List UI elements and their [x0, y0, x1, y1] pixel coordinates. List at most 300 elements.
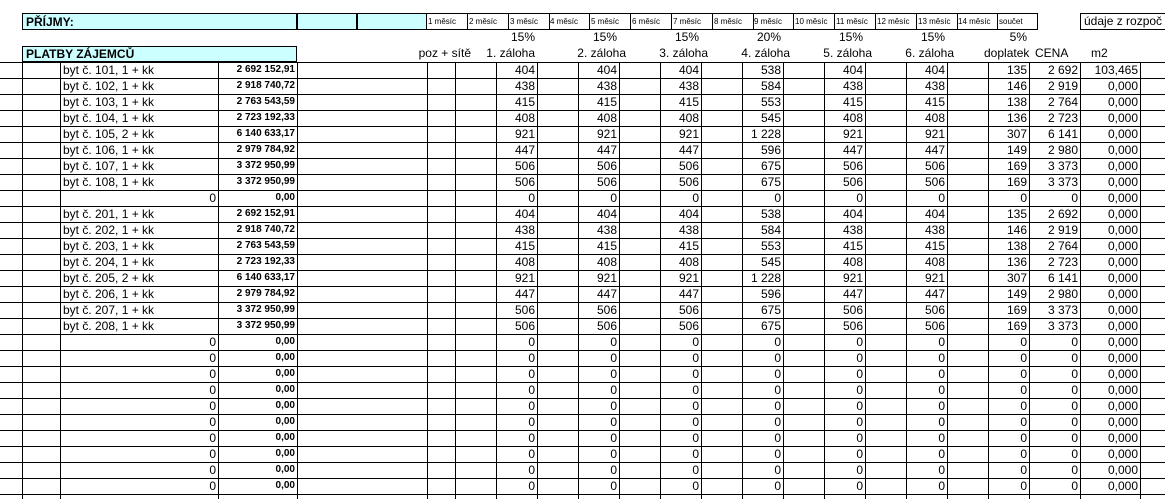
- cell-z6: 408: [924, 255, 945, 269]
- cell-dop: 136: [1006, 111, 1027, 125]
- cell-dop: 169: [1006, 159, 1027, 173]
- cell-z5: 0: [856, 383, 863, 397]
- cell-dop: 0: [1020, 351, 1027, 365]
- row-number: 0: [209, 367, 216, 381]
- cell-cena: 0: [1071, 415, 1078, 429]
- cell-z6: 447: [924, 287, 945, 301]
- cell-m2: 0,000: [1107, 463, 1138, 477]
- cell-z6: 0: [938, 463, 945, 477]
- cell-cena: 0: [1071, 479, 1078, 493]
- grid-vertical-line: [1080, 62, 1081, 499]
- cell-z3: 415: [678, 95, 699, 109]
- cell-z6: 0: [938, 335, 945, 349]
- cell-z5: 0: [856, 431, 863, 445]
- cell-z2: 0: [610, 447, 617, 461]
- grid-vertical-line: [455, 62, 456, 499]
- cell-z2: 415: [596, 95, 617, 109]
- cell-z2: 921: [596, 127, 617, 141]
- row-price: 6 140 633,17: [236, 128, 295, 139]
- cell-dop: 135: [1006, 207, 1027, 221]
- row-price: 3 372 950,99: [236, 320, 295, 331]
- percent-cell: 15%: [838, 30, 863, 44]
- cell-cena: 3 373: [1047, 175, 1078, 189]
- cell-m2: 0,000: [1107, 431, 1138, 445]
- cell-z2: 0: [610, 431, 617, 445]
- cell-dop: 138: [1006, 239, 1027, 253]
- cell-cena: 0: [1071, 431, 1078, 445]
- cell-z6: 921: [924, 271, 945, 285]
- payments-label: PLATBY ZÁJEMCŮ: [22, 46, 297, 62]
- cell-z5: 408: [842, 255, 863, 269]
- cell-z6: 404: [924, 207, 945, 221]
- row-price: 3 372 950,99: [236, 176, 295, 187]
- cell-z5: 404: [842, 63, 863, 77]
- cell-dop: 169: [1006, 303, 1027, 317]
- row-label: byt č. 201, 1 + kk: [63, 207, 155, 221]
- month-header: 12 měsíc: [876, 13, 917, 30]
- cell-z4: 675: [760, 159, 781, 173]
- cell-z3: 921: [678, 271, 699, 285]
- row-number: 0: [209, 447, 216, 461]
- cell-cena: 3 373: [1047, 159, 1078, 173]
- cell-z1: 0: [528, 399, 535, 413]
- cell-z5: 438: [842, 79, 863, 93]
- row-price: 2 763 543,59: [236, 96, 295, 107]
- cell-dop: 0: [1020, 479, 1027, 493]
- cell-z3: 415: [678, 239, 699, 253]
- cell-z2: 921: [596, 271, 617, 285]
- percent-cell: 15%: [592, 30, 617, 44]
- cell-z4: 0: [774, 399, 781, 413]
- cell-dop: 146: [1006, 223, 1027, 237]
- cell-z1: 0: [528, 191, 535, 205]
- grid-vertical-line: [22, 46, 23, 499]
- cell-z6: 506: [924, 159, 945, 173]
- cell-z2: 408: [596, 111, 617, 125]
- row-price: 0,00: [275, 368, 295, 379]
- cell-z4: 675: [760, 175, 781, 189]
- percent-cell: 15%: [920, 30, 945, 44]
- row-price: 2 723 192,33: [236, 256, 295, 267]
- cell-z5: 0: [856, 447, 863, 461]
- cell-cena: 0: [1071, 399, 1078, 413]
- z5-header: 5. záloha: [823, 46, 872, 60]
- grid-horizontal-line: [0, 494, 1165, 495]
- cell-m2: 0,000: [1107, 143, 1138, 157]
- cell-dop: 169: [1006, 175, 1027, 189]
- cell-z4: 0: [774, 463, 781, 477]
- cell-m2: 0,000: [1107, 351, 1138, 365]
- cell-dop: 0: [1020, 383, 1027, 397]
- cell-m2: 0,000: [1107, 383, 1138, 397]
- cell-cena: 6 141: [1047, 271, 1078, 285]
- cell-m2: 0,000: [1107, 287, 1138, 301]
- row-price: 2 763 543,59: [236, 240, 295, 251]
- cell-z1: 404: [514, 63, 535, 77]
- cell-cena: 0: [1071, 383, 1078, 397]
- month-header: 14 měsíc: [957, 13, 998, 30]
- cell-m2: 0,000: [1107, 479, 1138, 493]
- cell-z3: 438: [678, 223, 699, 237]
- cell-dop: 0: [1020, 415, 1027, 429]
- cell-z5: 0: [856, 399, 863, 413]
- cell-z4: 545: [760, 111, 781, 125]
- cell-m2: 0,000: [1107, 335, 1138, 349]
- percent-cell: 15%: [674, 30, 699, 44]
- cell-z1: 0: [528, 367, 535, 381]
- z4-header: 4. záloha: [741, 46, 790, 60]
- cell-dop: 0: [1020, 431, 1027, 445]
- cell-z4: 545: [760, 255, 781, 269]
- cell-m2: 0,000: [1107, 191, 1138, 205]
- cell-dop: 307: [1006, 127, 1027, 141]
- cell-m2: 0,000: [1107, 239, 1138, 253]
- cell-z4: 0: [774, 383, 781, 397]
- cell-z6: 438: [924, 223, 945, 237]
- grid-vertical-line: [783, 62, 784, 499]
- cell-z6: 506: [924, 303, 945, 317]
- percent-cell: 5%: [1009, 30, 1027, 44]
- grid-vertical-line: [537, 62, 538, 499]
- cell-z1: 438: [514, 223, 535, 237]
- row-price: 2 723 192,33: [236, 112, 295, 123]
- row-price: 6 140 633,17: [236, 272, 295, 283]
- cell-dop: 0: [1020, 447, 1027, 461]
- doplatek-header: doplatek: [984, 46, 1030, 60]
- cell-z4: 1 228: [750, 271, 781, 285]
- cell-z2: 404: [596, 207, 617, 221]
- row-label: byt č. 208, 1 + kk: [63, 319, 155, 333]
- grid-vertical-line: [1140, 62, 1141, 499]
- grid-horizontal-line: [0, 62, 1165, 63]
- cell-m2: 0,000: [1107, 271, 1138, 285]
- cell-dop: 169: [1006, 319, 1027, 333]
- cell-m2: 103,465: [1094, 63, 1138, 77]
- budget-note: údaje z rozpoč: [1080, 13, 1165, 30]
- cell-z1: 506: [514, 175, 535, 189]
- cell-z3: 0: [692, 431, 699, 445]
- cell-z4: 0: [774, 335, 781, 349]
- cell-z2: 0: [610, 463, 617, 477]
- cell-z2: 415: [596, 239, 617, 253]
- month-header: 9 měsíc: [753, 13, 794, 30]
- cell-z1: 0: [528, 431, 535, 445]
- cell-z3: 506: [678, 159, 699, 173]
- cell-z4: 584: [760, 79, 781, 93]
- cell-z4: 0: [774, 479, 781, 493]
- row-price: 2 979 784,92: [236, 288, 295, 299]
- cell-z2: 408: [596, 255, 617, 269]
- cell-z1: 0: [528, 479, 535, 493]
- cell-z4: 0: [774, 351, 781, 365]
- cell-z1: 921: [514, 127, 535, 141]
- cell-z4: 675: [760, 303, 781, 317]
- row-label: byt č. 206, 1 + kk: [63, 287, 155, 301]
- grid-vertical-line: [619, 62, 620, 499]
- row-price: 0,00: [275, 192, 295, 203]
- cell-z3: 0: [692, 447, 699, 461]
- cell-z2: 506: [596, 319, 617, 333]
- cell-z5: 447: [842, 287, 863, 301]
- row-label: byt č. 102, 1 + kk: [63, 79, 155, 93]
- cell-m2: 0,000: [1107, 447, 1138, 461]
- cell-z3: 506: [678, 303, 699, 317]
- cell-z3: 506: [678, 319, 699, 333]
- cell-cena: 0: [1071, 367, 1078, 381]
- cell-z3: 404: [678, 63, 699, 77]
- cell-z2: 506: [596, 175, 617, 189]
- month-header: 5 měsíc: [590, 13, 631, 30]
- row-number: 0: [209, 479, 216, 493]
- cell-z1: 404: [514, 207, 535, 221]
- row-label: byt č. 207, 1 + kk: [63, 303, 155, 317]
- cell-m2: 0,000: [1107, 319, 1138, 333]
- row-price: 3 372 950,99: [236, 304, 295, 315]
- cell-m2: 0,000: [1107, 399, 1138, 413]
- cell-m2: 0,000: [1107, 223, 1138, 237]
- row-price: 0,00: [275, 480, 295, 491]
- row-label: byt č. 103, 1 + kk: [63, 95, 155, 109]
- row-price: 2 918 740,72: [236, 224, 295, 235]
- cell-z2: 506: [596, 159, 617, 173]
- month-header: 11 měsíc: [835, 13, 876, 30]
- cell-z5: 0: [856, 335, 863, 349]
- cell-z1: 438: [514, 79, 535, 93]
- month-header: 13 měsíc: [917, 13, 958, 30]
- cell-z1: 0: [528, 463, 535, 477]
- cell-z2: 0: [610, 191, 617, 205]
- cell-z3: 0: [692, 335, 699, 349]
- cell-z4: 538: [760, 63, 781, 77]
- cell-z2: 404: [596, 63, 617, 77]
- row-label: byt č. 203, 1 + kk: [63, 239, 155, 253]
- cell-z2: 0: [610, 383, 617, 397]
- row-label: byt č. 105, 2 + kk: [63, 127, 155, 141]
- cell-z6: 415: [924, 239, 945, 253]
- cell-z5: 408: [842, 111, 863, 125]
- cell-z1: 0: [528, 447, 535, 461]
- cell-m2: 0,000: [1107, 367, 1138, 381]
- row-label: byt č. 205, 2 + kk: [63, 271, 155, 285]
- cell-cena: 2 723: [1047, 111, 1078, 125]
- cell-z6: 0: [938, 191, 945, 205]
- cell-z6: 404: [924, 63, 945, 77]
- cell-z2: 0: [610, 367, 617, 381]
- row-number: 0: [209, 415, 216, 429]
- cell-z3: 921: [678, 127, 699, 141]
- cell-z4: 0: [774, 431, 781, 445]
- cell-z3: 0: [692, 415, 699, 429]
- cell-z5: 447: [842, 143, 863, 157]
- cell-z3: 0: [692, 479, 699, 493]
- row-price: 0,00: [275, 384, 295, 395]
- cell-cena: 0: [1071, 351, 1078, 365]
- cell-z4: 0: [774, 191, 781, 205]
- cell-dop: 0: [1020, 335, 1027, 349]
- cell-z6: 0: [938, 351, 945, 365]
- cell-m2: 0,000: [1107, 255, 1138, 269]
- cell-z5: 415: [842, 95, 863, 109]
- cell-z4: 0: [774, 447, 781, 461]
- cell-dop: 136: [1006, 255, 1027, 269]
- header-blank-cell: [297, 13, 357, 30]
- cell-z4: 0: [774, 415, 781, 429]
- cell-z3: 408: [678, 255, 699, 269]
- month-header: 3 měsíc: [509, 13, 550, 30]
- cell-dop: 0: [1020, 191, 1027, 205]
- cell-z1: 0: [528, 415, 535, 429]
- cell-cena: 0: [1071, 191, 1078, 205]
- cell-dop: 149: [1006, 287, 1027, 301]
- cell-z6: 408: [924, 111, 945, 125]
- cell-z2: 0: [610, 351, 617, 365]
- cell-cena: 2 764: [1047, 95, 1078, 109]
- month-header: 2 měsíc: [468, 13, 509, 30]
- cell-m2: 0,000: [1107, 175, 1138, 189]
- row-number: 0: [209, 351, 216, 365]
- cell-z6: 921: [924, 127, 945, 141]
- cell-z5: 0: [856, 367, 863, 381]
- cell-z5: 506: [842, 175, 863, 189]
- cell-m2: 0,000: [1107, 111, 1138, 125]
- cell-z5: 0: [856, 479, 863, 493]
- row-price: 0,00: [275, 400, 295, 411]
- cell-cena: 2 919: [1047, 223, 1078, 237]
- grid-vertical-line: [947, 62, 948, 499]
- row-number: 0: [209, 335, 216, 349]
- cell-z1: 447: [514, 143, 535, 157]
- row-number: 0: [209, 191, 216, 205]
- cell-z4: 1 228: [750, 127, 781, 141]
- cell-dop: 135: [1006, 63, 1027, 77]
- cell-z1: 408: [514, 255, 535, 269]
- month-header: součet: [998, 13, 1038, 30]
- cell-z2: 438: [596, 223, 617, 237]
- row-label: byt č. 202, 1 + kk: [63, 223, 155, 237]
- cell-m2: 0,000: [1107, 303, 1138, 317]
- cell-dop: 138: [1006, 95, 1027, 109]
- month-header: 10 měsíc: [794, 13, 835, 30]
- cell-z3: 447: [678, 287, 699, 301]
- row-price: 2 692 152,91: [236, 64, 295, 75]
- row-label: byt č. 104, 1 + kk: [63, 111, 155, 125]
- cell-z1: 415: [514, 95, 535, 109]
- cell-z5: 0: [856, 191, 863, 205]
- header-blank-cell: [357, 13, 427, 30]
- cell-z1: 506: [514, 303, 535, 317]
- cell-z6: 447: [924, 143, 945, 157]
- cell-z4: 538: [760, 207, 781, 221]
- month-header: 4 měsíc: [549, 13, 590, 30]
- cell-z5: 404: [842, 207, 863, 221]
- cell-m2: 0,000: [1107, 95, 1138, 109]
- cell-z6: 0: [938, 431, 945, 445]
- row-number: 0: [209, 463, 216, 477]
- month-header: 7 měsíc: [672, 13, 713, 30]
- cell-cena: 6 141: [1047, 127, 1078, 141]
- cell-dop: 0: [1020, 463, 1027, 477]
- percent-cell: 20%: [756, 30, 781, 44]
- cell-cena: 3 373: [1047, 319, 1078, 333]
- cell-m2: 0,000: [1107, 127, 1138, 141]
- cell-z4: 596: [760, 287, 781, 301]
- cell-cena: 2 692: [1047, 207, 1078, 221]
- cell-z3: 0: [692, 383, 699, 397]
- cell-z6: 0: [938, 447, 945, 461]
- cell-z2: 438: [596, 79, 617, 93]
- cell-dop: 307: [1006, 271, 1027, 285]
- month-header: 8 měsíc: [713, 13, 754, 30]
- row-label: byt č. 106, 1 + kk: [63, 143, 155, 157]
- m2-header: m2: [1091, 46, 1108, 60]
- cell-z4: 553: [760, 239, 781, 253]
- cena-header: CENA: [1035, 46, 1069, 60]
- grid-vertical-line: [297, 62, 298, 499]
- grid-vertical-line: [865, 62, 866, 499]
- row-label: byt č. 107, 1 + kk: [63, 159, 155, 173]
- cell-z2: 0: [610, 399, 617, 413]
- row-price: 2 918 740,72: [236, 80, 295, 91]
- cell-z4: 553: [760, 95, 781, 109]
- cell-z2: 0: [610, 479, 617, 493]
- cell-cena: 3 373: [1047, 303, 1078, 317]
- cell-z6: 506: [924, 319, 945, 333]
- cell-m2: 0,000: [1107, 415, 1138, 429]
- row-price: 0,00: [275, 448, 295, 459]
- grid-vertical-line: [701, 62, 702, 499]
- cell-z5: 921: [842, 271, 863, 285]
- cell-z6: 506: [924, 175, 945, 189]
- cell-dop: 0: [1020, 367, 1027, 381]
- cell-m2: 0,000: [1107, 159, 1138, 173]
- cell-cena: 0: [1071, 335, 1078, 349]
- cell-z5: 506: [842, 159, 863, 173]
- cell-cena: 2 919: [1047, 79, 1078, 93]
- cell-z1: 506: [514, 159, 535, 173]
- row-number: 0: [209, 399, 216, 413]
- cell-cena: 2 980: [1047, 143, 1078, 157]
- poz-header: poz + sítě: [418, 46, 471, 60]
- row-price: 0,00: [275, 336, 295, 347]
- row-price: 0,00: [275, 416, 295, 427]
- cell-z2: 0: [610, 415, 617, 429]
- cell-z1: 0: [528, 383, 535, 397]
- cell-z3: 0: [692, 351, 699, 365]
- row-price: 0,00: [275, 432, 295, 443]
- cell-z6: 0: [938, 479, 945, 493]
- cell-z5: 0: [856, 463, 863, 477]
- cell-z5: 506: [842, 303, 863, 317]
- cell-z3: 0: [692, 463, 699, 477]
- row-number: 0: [209, 431, 216, 445]
- cell-z4: 584: [760, 223, 781, 237]
- cell-m2: 0,000: [1107, 79, 1138, 93]
- row-price: 0,00: [275, 352, 295, 363]
- row-price: 0,00: [275, 464, 295, 475]
- cell-cena: 0: [1071, 463, 1078, 477]
- month-header: 1 měsíc: [427, 13, 468, 30]
- month-header: 6 měsíc: [631, 13, 672, 30]
- cell-dop: 0: [1020, 399, 1027, 413]
- cell-z1: 506: [514, 319, 535, 333]
- cell-z3: 0: [692, 399, 699, 413]
- cell-z3: 0: [692, 191, 699, 205]
- cell-z5: 0: [856, 351, 863, 365]
- cell-z1: 408: [514, 111, 535, 125]
- cell-z6: 0: [938, 383, 945, 397]
- cell-z2: 0: [610, 335, 617, 349]
- row-price: 3 372 950,99: [236, 160, 295, 171]
